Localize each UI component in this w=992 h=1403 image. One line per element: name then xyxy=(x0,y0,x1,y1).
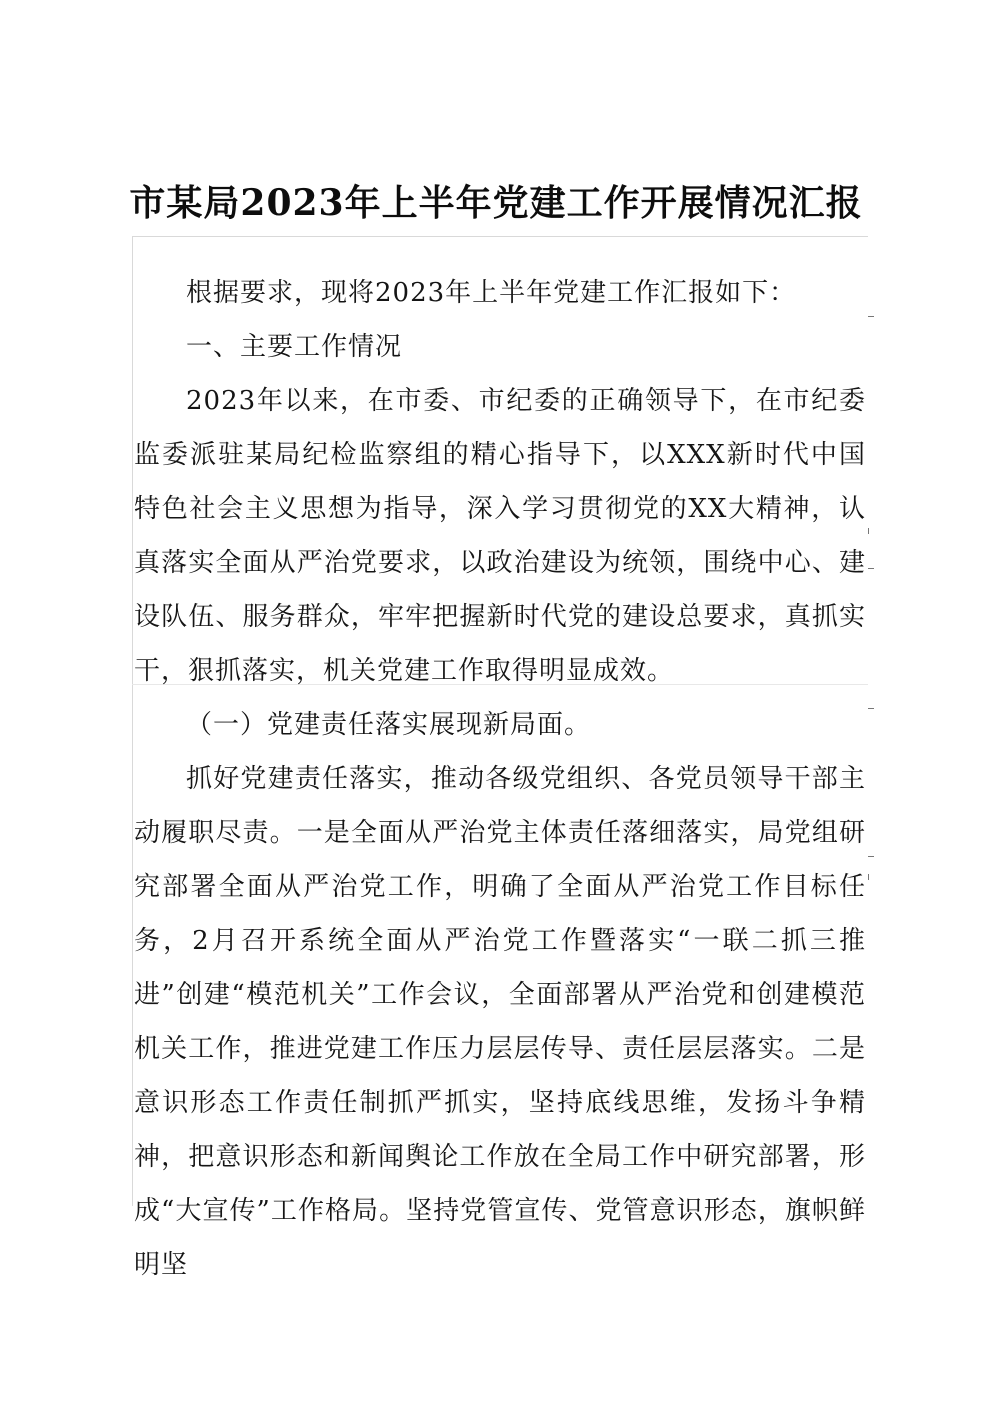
margin-tick-mark xyxy=(868,528,869,534)
body-paragraph: 抓好党建责任落实，推动各级党组织、各党员领导干部主动履职尽责。一是全面从严治党主体责任落细落实，局党组研究部署全面从严治党工作，明确了全面从严治党工作目标任务，2月召开系统全面从严治党工作暨落实“一联二抓三推进”创建“模范机关”工作会议，全面部署从严治党和创建模范机关工作，推进党建工作压力层层传导、责任层层落实。二是意识形态工作责任制抓严抓实，坚持底线思维，发扬斗争精神，把意识形态和新闻舆论工作放在全局工作中研究部署，形成“大宣传”工作格局。坚持党管宣传、党管意识形态，旗帜鲜明坚 xyxy=(134,764,866,1280)
margin-tick-mark xyxy=(868,708,874,709)
body-paragraph: 2023年以来，在市委、市纪委的正确领导下，在市纪委监委派驻某局纪检监察组的精心指导下，以XXX新时代中国特色社会主义思想为指导，深入学习贯彻党的XX大精神，认真落实全面从严治党要求，以政治建设为统领，围绕中心、建设队伍、服务群众，牢牢把握新时代党的建设总要求，真抓实干，狠抓落实，机关党建工作取得明显成效。 xyxy=(134,386,866,686)
margin-tick-mark xyxy=(868,856,874,857)
scan-guide-line-left xyxy=(132,236,133,1206)
margin-tick-mark xyxy=(868,874,869,880)
subsection-heading: （一）党建责任落实展现新局面。 xyxy=(186,710,592,740)
document-body xyxy=(134,266,866,1292)
margin-tick-mark xyxy=(868,568,874,569)
margin-tick-mark xyxy=(868,316,874,317)
document-title: 市某局2023年上半年党建工作开展情况汇报 xyxy=(129,182,863,224)
section-heading: 一、主要工作情况 xyxy=(186,332,403,362)
scan-guide-line-top xyxy=(132,236,868,237)
intro-paragraph: 根据要求，现将2023年上半年党建工作汇报如下： xyxy=(186,278,797,308)
